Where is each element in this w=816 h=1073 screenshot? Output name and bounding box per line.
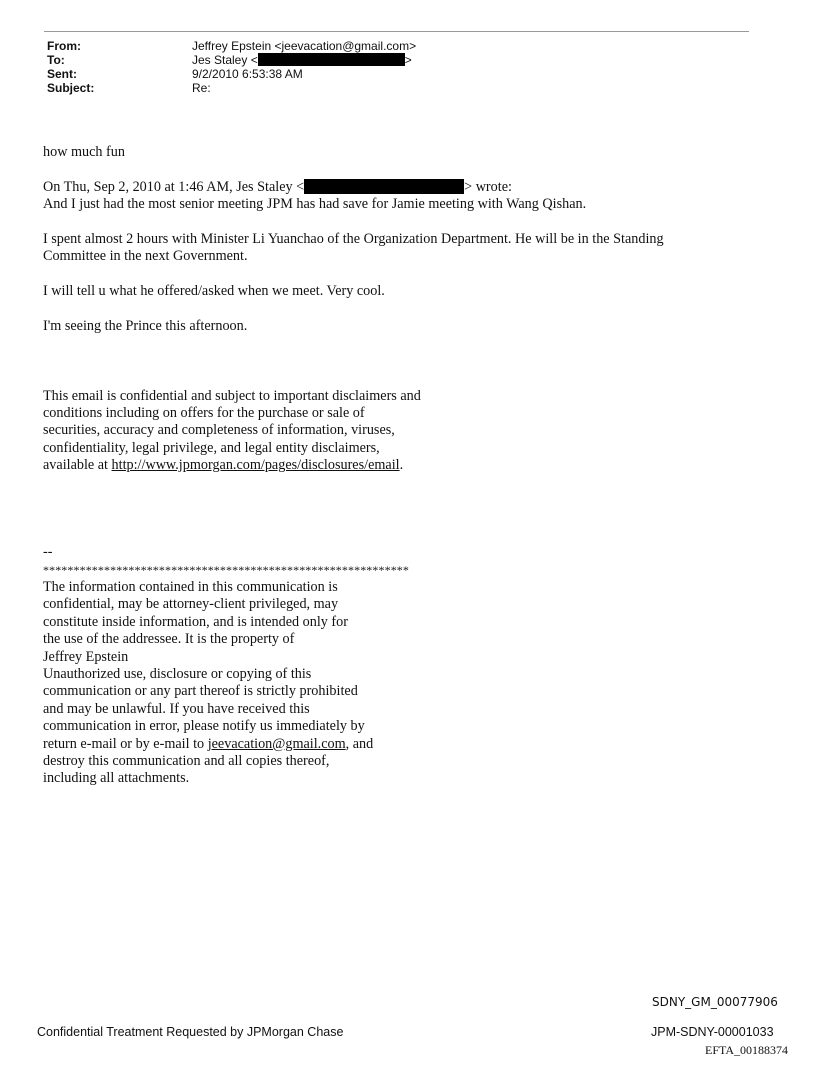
disclaimer-line: This email is confidential and subject to important disclaimers and <box>43 387 421 404</box>
sent-value: 9/2/2010 6:53:38 AM <box>192 67 303 81</box>
disclosures-link[interactable]: http://www.jpmorgan.com/pages/disclosures/email <box>111 457 400 474</box>
quote-paragraph: I will tell u what he offered/asked when we meet. Very cool. <box>43 283 385 300</box>
disclaimer-line: conditions including on offers for the purchase or sale of <box>43 404 365 421</box>
disclaimer-line <box>43 457 763 474</box>
signature-line: Jeffrey Epstein <box>43 648 129 665</box>
bates-number-sdny: SDNY_GM_00077906 <box>652 995 778 1009</box>
signature-stars: ************************************************************ <box>43 562 409 577</box>
signature-line: destroy this communication and all copies thereof, <box>43 753 330 770</box>
from-label: From: <box>47 39 81 53</box>
redaction-bar <box>304 179 464 194</box>
email-body <box>43 144 763 788</box>
signature-text: return e-mail or by e-mail to <box>43 735 208 752</box>
quote-paragraph: I'm seeing the Prince this afternoon. <box>43 318 248 334</box>
disclaimer-text: available at <box>43 457 112 474</box>
signature-line: and may be unlawful. If you have received this <box>43 700 310 717</box>
reply-text: how much fun <box>43 144 125 160</box>
signature-line: communication in error, please notify us immediately by <box>43 718 365 735</box>
signature-line: Unauthorized use, disclosure or copying of this <box>43 666 312 683</box>
email-header <box>47 39 416 95</box>
quote-intro-wrote: > wrote: <box>464 178 512 195</box>
from-row <box>47 39 416 53</box>
subject-value: Re: <box>192 81 211 95</box>
disclaimer-period: . <box>399 457 404 474</box>
sent-row <box>47 67 416 81</box>
signature-line: constitute inside information, and is intended only for <box>43 613 348 630</box>
signature-line: the use of the addressee. It is the property of <box>43 631 295 648</box>
signature-line: communication or any part thereof is strictly prohibited <box>43 683 358 700</box>
disclaimer-line: securities, accuracy and completeness of information, viruses, <box>43 422 395 439</box>
to-row <box>47 53 416 67</box>
signature-line: The information contained in this communication is <box>43 578 338 595</box>
to-close: > <box>404 53 412 67</box>
to-label: To: <box>47 53 65 67</box>
from-value: Jeffrey Epstein <jeevacation@gmail.com> <box>192 39 417 53</box>
to-value <box>192 53 412 67</box>
redaction-bar <box>258 53 405 66</box>
quote-intro <box>43 179 763 196</box>
sent-label: Sent: <box>47 67 77 81</box>
confidential-notice: Confidential Treatment Requested by JPMorgan Chase <box>37 1025 344 1039</box>
signature-line <box>43 736 763 753</box>
signature-line: confidential, may be attorney-client privileged, may <box>43 596 339 613</box>
header-rule <box>44 31 749 32</box>
email-link[interactable]: jeevacation@gmail.com <box>207 735 346 752</box>
quote-intro-text: On Thu, Sep 2, 2010 at 1:46 AM, Jes Staley < <box>43 178 305 195</box>
to-name: Jes Staley < <box>192 53 258 67</box>
subject-row <box>47 81 416 95</box>
signature-dash: -- <box>43 544 53 561</box>
efta-number: EFTA_00188374 <box>705 1043 789 1057</box>
signature-text-end: , and <box>345 735 374 752</box>
disclaimer-line: confidentiality, legal privilege, and legal entity disclaimers, <box>43 439 380 456</box>
quote-paragraph: And I just had the most senior meeting JPM has had save for Jamie meeting with Wang Qishan. <box>43 196 587 213</box>
bates-number-jpm: JPM-SDNY-00001033 <box>651 1025 774 1039</box>
subject-label: Subject: <box>47 81 95 95</box>
quote-paragraph: Committee in the next Government. <box>43 248 248 265</box>
signature-line: including all attachments. <box>43 770 190 787</box>
quote-paragraph: I spent almost 2 hours with Minister Li Yuanchao of the Organization Department. He will be in the Standing <box>43 231 664 247</box>
